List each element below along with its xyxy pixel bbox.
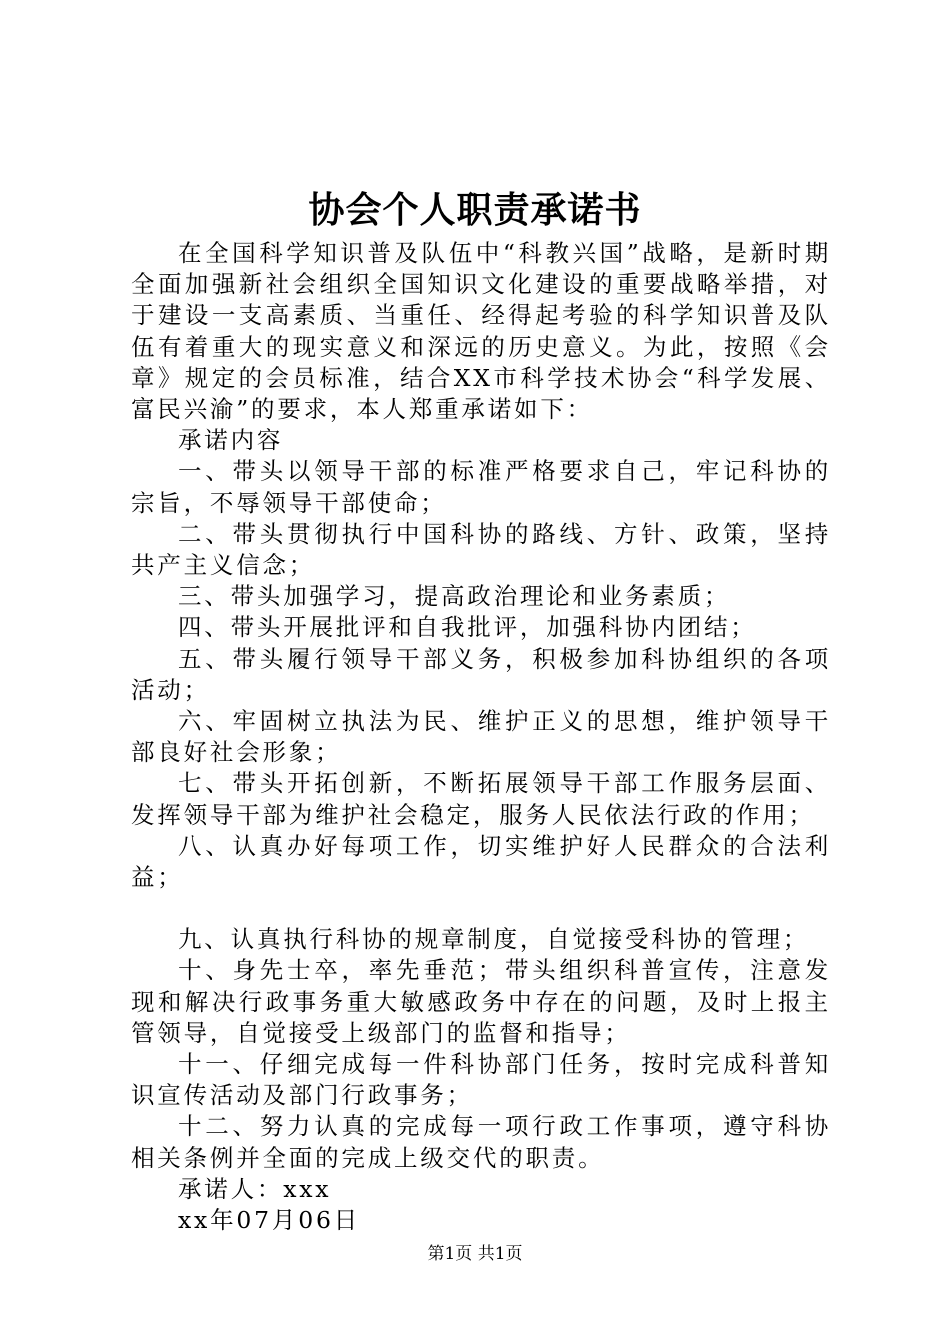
- commitment-item-9: 九、认真执行科协的规章制度，自觉接受科协的管理；: [178, 925, 810, 954]
- signatory-line: 承诺人：xxx: [178, 1174, 332, 1203]
- commitment-item-5: 五、带头履行领导干部义务，积极参加科协组织的各项活动；: [131, 644, 831, 704]
- commitment-item-10: 十、身先士卒，率先垂范；带头组织科普宣传，注意发现和解决行政事务重大敏感政务中存在的问题，及时上报主管领导，自觉接受上级部门的监督和指导；: [131, 956, 831, 1047]
- commitment-item-3: 三、带头加强学习，提高政治理论和业务素质；: [178, 582, 731, 611]
- document-body: [131, 238, 831, 1236]
- commitment-item-1: 一、带头以领导干部的标准严格要求自己，牢记科协的宗旨，不辱领导干部使命；: [131, 457, 831, 517]
- commitment-item-11: 十一、仔细完成每一件科协部门任务，按时完成科普知识宣传活动及部门行政事务；: [131, 1050, 831, 1110]
- commitment-item-8: 八、认真办好每项工作，切实维护好人民群众的合法利益；: [131, 831, 831, 892]
- commitment-heading: 承诺内容: [178, 426, 284, 455]
- commitment-item-12: 十二、努力认真的完成每一项行政工作事项，遵守科协相关条例并全面的完成上级交代的职责。: [131, 1112, 831, 1172]
- document-title: 协会个人职责承诺书: [308, 189, 642, 231]
- page-footer: 第1页 共1页: [427, 1244, 523, 1264]
- commitment-item-7: 七、带头开拓创新，不断拓展领导干部工作服务层面、发挥领导干部为维护社会稳定，服务人民依法行政的作用；: [131, 769, 831, 829]
- commitment-item-6: 六、牢固树立执法为民、维护正义的思想，维护领导干部良好社会形象；: [131, 707, 831, 767]
- commitment-item-2: 二、带头贯彻执行中国科协的路线、方针、政策，坚持共产主义信念；: [131, 519, 831, 580]
- intro-paragraph: 在全国科学知识普及队伍中“科教兴国”战略，是新时期全面加强新社会组织全国知识文化建设的重要战略举措，对于建设一支高素质、当重任、经得起考验的科学知识普及队伍有着重大的现实意义和深远的历史意义。为此，按照《会章》规定的会员标准，结合XX市科学技术协会“科学发展、富民兴渝”的要求，本人郑重承诺如下：: [131, 239, 831, 424]
- date-line: xx年07月06日: [178, 1206, 361, 1235]
- commitment-item-4: 四、带头开展批评和自我批评，加强科协内团结；: [178, 613, 757, 642]
